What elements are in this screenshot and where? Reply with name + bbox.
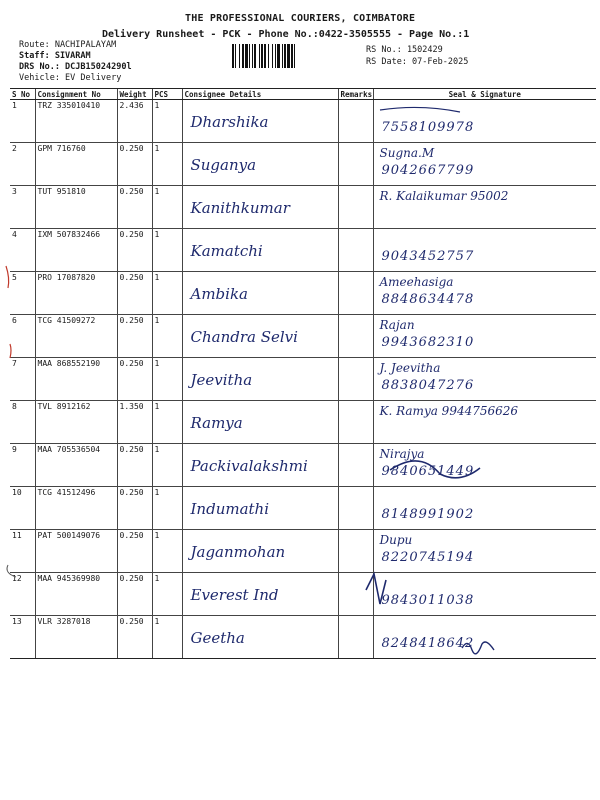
col-header-seal: Seal & Signature bbox=[373, 89, 596, 100]
cell-pcs: 1 bbox=[152, 573, 182, 616]
signature-text: Sugna.M bbox=[379, 146, 435, 160]
runsheet-subtitle: Delivery Runsheet - PCK - Phone No.:0422-3505555 - Page No.:1 bbox=[102, 29, 470, 40]
route-label: Route: NACHIPALAYAM bbox=[19, 40, 117, 50]
company-title: THE PROFESSIONAL COURIERS, COIMBATORE bbox=[185, 13, 416, 24]
signature-text: Rajan bbox=[379, 318, 415, 332]
cell-consignment-no: PAT 500149076 bbox=[35, 530, 117, 573]
cell-sno: 8 bbox=[10, 401, 35, 444]
cell-weight: 0.250 bbox=[117, 186, 152, 229]
consignee-handwritten-name: Dharshika bbox=[190, 113, 269, 131]
cell-consignment-no: TVL 8912162 bbox=[35, 401, 117, 444]
cell-weight: 0.250 bbox=[117, 272, 152, 315]
cell-pcs: 1 bbox=[152, 616, 182, 659]
cell-weight: 0.250 bbox=[117, 573, 152, 616]
consignee-handwritten-name: Kanithkumar bbox=[190, 199, 290, 217]
cell-consignment-no: PRO 17087820 bbox=[35, 272, 117, 315]
signature-text: Dupu bbox=[379, 533, 413, 547]
cell-weight: 0.250 bbox=[117, 487, 152, 530]
consignee-handwritten-name: Jeevitha bbox=[190, 371, 253, 389]
consignee-handwritten-name: Everest Ind bbox=[190, 586, 279, 604]
signature-text: R. Kalaikumar 95002 bbox=[379, 189, 509, 203]
col-header-weight: Weight bbox=[117, 89, 152, 100]
signature-scribble-13 bbox=[366, 574, 386, 604]
signature-text: K. Ramya 9944756626 bbox=[379, 404, 519, 418]
signature-text: Nirajya bbox=[379, 447, 425, 461]
col-header-remarks: Remarks bbox=[338, 89, 373, 100]
drs-number: DRS No.: DCJB15024290l bbox=[19, 62, 132, 72]
signature-scribble-1 bbox=[380, 107, 460, 112]
col-header-pcs: PCS bbox=[152, 89, 182, 100]
cell-pcs: 1 bbox=[152, 229, 182, 272]
cell-weight: 0.250 bbox=[117, 616, 152, 659]
cell-consignment-no: VLR 3287018 bbox=[35, 616, 117, 659]
cell-consignment-no: MAA 945369980 bbox=[35, 573, 117, 616]
signature-text: Ameehasiga bbox=[379, 275, 454, 289]
cell-consignment-no: GPM 716760 bbox=[35, 143, 117, 186]
cell-consignment-no: TUT 951810 bbox=[35, 186, 117, 229]
cell-consignment-no: TRZ 335010410 bbox=[35, 100, 117, 143]
staff-label: Staff: SIVARAM bbox=[19, 51, 91, 61]
cell-sno: 1 bbox=[10, 100, 35, 143]
cell-sno: 13 bbox=[10, 616, 35, 659]
cell-consignment-no: TCG 41509272 bbox=[35, 315, 117, 358]
cell-pcs: 1 bbox=[152, 143, 182, 186]
cell-pcs: 1 bbox=[152, 530, 182, 573]
cell-weight: 1.350 bbox=[117, 401, 152, 444]
cell-pcs: 1 bbox=[152, 100, 182, 143]
col-header-sno: S No bbox=[10, 89, 35, 100]
cell-pcs: 1 bbox=[152, 186, 182, 229]
signature-text: J. Jeevitha bbox=[379, 361, 441, 375]
receiver-phone: 9042667799 bbox=[381, 163, 475, 178]
receiver-phone: 8848634478 bbox=[381, 292, 475, 307]
receiver-phone: 8148991902 bbox=[381, 507, 475, 522]
consignee-handwritten-name: Chandra Selvi bbox=[190, 328, 298, 346]
consignee-handwritten-name: Indumathi bbox=[190, 500, 270, 518]
cell-sno: 3 bbox=[10, 186, 35, 229]
receiver-phone: 9943682310 bbox=[381, 335, 475, 350]
receiver-phone: 9840651449 bbox=[381, 464, 475, 479]
consignee-handwritten-name: Geetha bbox=[190, 629, 245, 647]
cell-sno: 10 bbox=[10, 487, 35, 530]
consignee-handwritten-name: Ramya bbox=[190, 414, 243, 432]
col-header-consignment: Consignment No bbox=[35, 89, 117, 100]
cell-pcs: 1 bbox=[152, 358, 182, 401]
cell-weight: 0.250 bbox=[117, 229, 152, 272]
vehicle-label: Vehicle: EV Delivery bbox=[19, 73, 122, 83]
consignee-handwritten-name: Kamatchi bbox=[190, 242, 263, 260]
cell-pcs: 1 bbox=[152, 401, 182, 444]
cell-sno: 2 bbox=[10, 143, 35, 186]
consignee-handwritten-name: Packivalakshmi bbox=[190, 457, 308, 475]
consignee-handwritten-name: Ambika bbox=[190, 285, 248, 303]
cell-consignment-no: MAA 868552190 bbox=[35, 358, 117, 401]
receiver-phone: 9843011038 bbox=[381, 593, 475, 608]
cell-consignment-no: MAA 705536504 bbox=[35, 444, 117, 487]
cell-sno: 6 bbox=[10, 315, 35, 358]
receiver-phone: 8248418642 bbox=[381, 636, 475, 651]
cell-weight: 0.250 bbox=[117, 530, 152, 573]
cell-pcs: 1 bbox=[152, 272, 182, 315]
bottom-signature-mark bbox=[462, 642, 494, 654]
cell-consignment-no: IXM 507832466 bbox=[35, 229, 117, 272]
cell-weight: 2.436 bbox=[117, 100, 152, 143]
signature-scribble-10 bbox=[390, 461, 480, 478]
consignee-handwritten-name: Jaganmohan bbox=[190, 543, 286, 561]
margin-mark-2 bbox=[10, 344, 11, 358]
rs-date: RS Date: 07-Feb-2025 bbox=[366, 57, 469, 67]
cell-sno: 9 bbox=[10, 444, 35, 487]
receiver-phone: 8838047276 bbox=[381, 378, 475, 393]
cell-sno: 4 bbox=[10, 229, 35, 272]
cell-consignment-no: TCG 41512496 bbox=[35, 487, 117, 530]
cell-weight: 0.250 bbox=[117, 315, 152, 358]
cell-pcs: 1 bbox=[152, 315, 182, 358]
receiver-phone: 8220745194 bbox=[381, 550, 475, 565]
cell-weight: 0.250 bbox=[117, 358, 152, 401]
cell-sno: 7 bbox=[10, 358, 35, 401]
cell-weight: 0.250 bbox=[117, 143, 152, 186]
rs-number: RS No.: 1502429 bbox=[366, 45, 443, 55]
margin-mark-1 bbox=[6, 266, 9, 288]
cell-weight: 0.250 bbox=[117, 444, 152, 487]
receiver-phone: 7558109978 bbox=[381, 120, 475, 135]
cell-pcs: 1 bbox=[152, 444, 182, 487]
cell-sno: 5 bbox=[10, 272, 35, 315]
cell-sno: 12 bbox=[10, 573, 35, 616]
cell-pcs: 1 bbox=[152, 487, 182, 530]
cell-sno: 11 bbox=[10, 530, 35, 573]
margin-mark-3 bbox=[7, 565, 16, 577]
consignee-handwritten-name: Suganya bbox=[190, 156, 257, 174]
receiver-phone: 9043452757 bbox=[381, 249, 475, 264]
col-header-consignee: Consignee Details bbox=[182, 89, 338, 100]
